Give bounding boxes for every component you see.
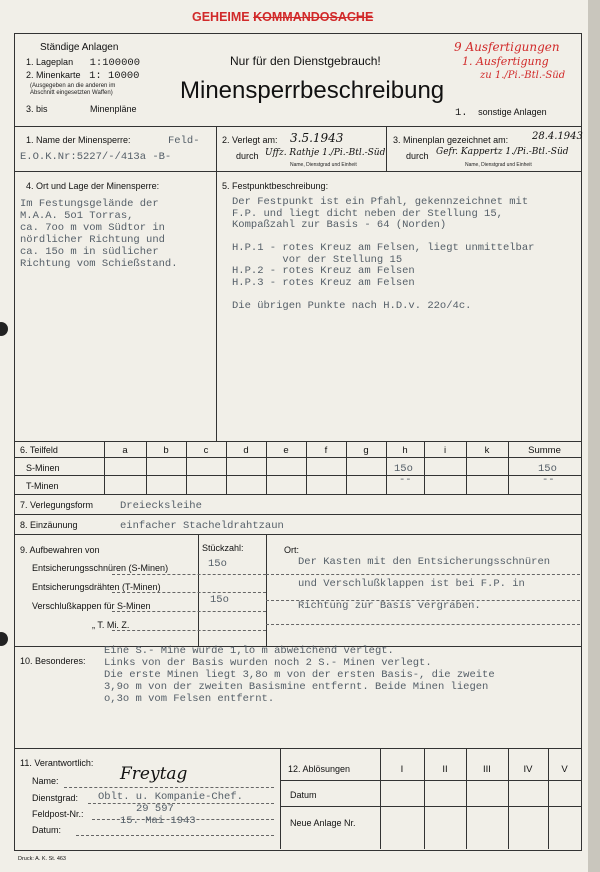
- storage-row-1: Entsicherungsschnüren (S-Minen): [32, 563, 169, 573]
- rank-value: Oblt. u. Kompanie-Chef.: [98, 791, 243, 803]
- subfield-column-header: a: [122, 445, 128, 456]
- place-line: und Verschlußklappen ist bei F.P. in: [298, 578, 525, 590]
- field-3-by-label: durch: [406, 151, 429, 161]
- handwritten-copies: 9 Ausfertigungen: [454, 40, 560, 54]
- replacements-date-label: Datum: [290, 790, 317, 800]
- fixed-point-line: H.P.3 - rotes Kreuz am Felsen: [232, 276, 415, 289]
- storage-row-3: Verschlußkappen für S-Minen: [32, 601, 151, 611]
- subfield-column-header: c: [203, 445, 209, 456]
- subfield-column-header: k: [484, 445, 490, 456]
- location-line: Richtung vom Schießstand.: [20, 258, 178, 270]
- signature-name: Freytag: [120, 764, 188, 784]
- attachment-1-num: 1.: [26, 57, 34, 67]
- punch-hole-bottom: [0, 632, 8, 646]
- attachment-2-note-2: Abschnitt eingesetzten Waffen): [30, 90, 113, 96]
- page-edge: [588, 0, 600, 872]
- t-mines-label: T-Minen: [26, 481, 59, 491]
- punch-hole-top: [0, 322, 8, 336]
- replacement-column-header: II: [442, 764, 448, 775]
- s-mines-h: 15o: [394, 463, 413, 475]
- grid-divider: [280, 806, 581, 807]
- location-line: M.A.A. 5o1 Torras,: [20, 210, 134, 222]
- subfield-column-header: g: [363, 445, 369, 456]
- remarks-label: 10. Besonderes:: [20, 656, 86, 666]
- field-3-label: 3. Minenplan gezeichnet am:: [393, 135, 509, 145]
- official-use-notice: Nur für den Dienstgebrauch!: [230, 54, 381, 68]
- subfield-label: 6. Teilfeld: [20, 445, 58, 455]
- name-label: Name:: [32, 776, 59, 786]
- count-1: 15o: [208, 558, 227, 570]
- laying-pattern-label: 7. Verlegungsform: [20, 500, 94, 510]
- t-mines-h: --: [399, 474, 412, 486]
- handwritten-copy-number: 1. Ausfertigung: [462, 55, 549, 68]
- subfield-column-header: f: [324, 445, 328, 456]
- remarks-line: Links von der Basis wurden noch 2 S.- Minen verlegt.: [104, 657, 432, 669]
- place-line: Der Kasten mit den Entsicherungsschnüren: [298, 556, 551, 568]
- document-title: Minensperrbeschreibung: [180, 77, 445, 104]
- fixed-point-line: H.P.2 - rotes Kreuz am Felsen: [232, 265, 415, 277]
- attachment-1-label: Lageplan: [36, 57, 74, 67]
- place-label: Ort:: [284, 545, 299, 555]
- attachment-2-scale: 1: 10000: [89, 70, 140, 82]
- other-attachments-value: 1.: [455, 107, 468, 119]
- storage-row-4: „ T. Mi. Z.: [92, 620, 130, 630]
- remarks-line: Eine S.- Mine wurde 1,lo m abweichend verlegt.: [104, 645, 394, 657]
- remarks-line: 3,9o m von der zweiten Basismine entfernt. Beide Minen liegen: [104, 681, 489, 693]
- location-line: ca. 15o m in südlicher: [20, 246, 159, 258]
- remarks-line: Die erste Minen liegt 3,8o m von der ersten Basis-, die zweite: [104, 669, 495, 681]
- grid-divider: [14, 475, 581, 476]
- count-label: Stückzahl:: [202, 543, 244, 553]
- date-value: 15. Mai 1943: [120, 815, 196, 827]
- subfield-column-header: e: [283, 445, 289, 456]
- subfield-column-header: h: [402, 445, 408, 456]
- handwritten-unit: zu 1./Pi.-Btl.-Süd: [480, 70, 566, 81]
- field-2-date: 3.5.1943: [290, 131, 344, 145]
- fencing-label: 8. Einzäunung: [20, 520, 78, 530]
- stamp-struck: KOMMANDOSACHE: [253, 10, 374, 24]
- other-attachments: [455, 107, 547, 119]
- field-1-label: 1. Name der Minensperre:: [26, 135, 131, 145]
- field-2-label: 2. Verlegt am:: [222, 135, 278, 145]
- replacement-column-header: V: [561, 764, 568, 775]
- remarks-line: o,3o m vom Felsen entfernt.: [104, 693, 275, 705]
- field-3-date: 28.4.1943: [532, 131, 583, 142]
- other-attachments-label: sonstige Anlagen: [478, 107, 547, 117]
- attachment-2-note-1: (Ausgegeben an die anderen im: [30, 83, 116, 89]
- attachment-1: [26, 57, 140, 69]
- s-mines-label: S-Minen: [26, 463, 60, 473]
- fencing-value: einfacher Stacheldrahtzaun: [120, 520, 284, 532]
- count-3: 15o: [210, 594, 229, 606]
- attachment-2-num: 2.: [26, 70, 34, 80]
- subfield-column-header: d: [243, 445, 249, 456]
- attachment-3: [26, 104, 137, 114]
- location-line: nördlicher Richtung und: [20, 234, 165, 246]
- subfield-column-header: i: [443, 445, 447, 456]
- replacements-new-label: Neue Anlage Nr.: [290, 818, 356, 828]
- print-reference: Druck: A. K. St. 463: [18, 856, 66, 862]
- field-1-value-1: Feld-: [168, 135, 200, 147]
- field-5-label: 5. Festpunktbeschreibung:: [222, 181, 329, 191]
- s-mines-sum: 15o: [538, 463, 557, 475]
- field-post-label: Feldpost-Nr.:: [32, 809, 84, 819]
- location-line: ca. 7oo m vom Südtor in: [20, 222, 165, 234]
- responsible-label: 11. Verantwortlich:: [20, 758, 94, 768]
- field-3-by-value: Gefr. Kappertz 1./Pi.-Btl.-Süd: [436, 147, 569, 157]
- attachment-2-label: Minenkarte: [36, 70, 81, 80]
- grid-divider: [14, 457, 581, 458]
- laying-pattern-value: Dreiecksleihe: [120, 500, 202, 512]
- field-2-caption: Name, Dienstgrad und Einheit: [290, 162, 357, 168]
- fixed-point-line: Die übrigen Punkte nach H.D.v. 22o/4c.: [232, 299, 472, 312]
- subfield-column-header: Summe: [528, 445, 561, 456]
- field-2-by-value: Uffz. Rathje 1./Pi.-Btl.-Süd: [265, 148, 386, 158]
- replacement-column-header: III: [483, 764, 491, 775]
- fixed-point-line: vor der Stellung 15: [232, 253, 403, 266]
- attachment-1-scale: 1:100000: [89, 57, 141, 69]
- replacements-label: 12. Ablösungen: [288, 764, 351, 774]
- t-mines-sum: --: [542, 474, 555, 486]
- attachment-2: [26, 70, 140, 82]
- field-1-value-2: E.O.K.Nr:5227/-/413a -B-: [20, 151, 172, 163]
- field-4-label: 4. Ort und Lage der Minensperre:: [26, 181, 160, 191]
- field-post-value: 29 597: [136, 803, 174, 815]
- attachment-3-label: Minenpläne: [90, 104, 137, 114]
- date-label: Datum:: [32, 825, 62, 835]
- fixed-point-line: Der Festpunkt ist ein Pfahl, gekennzeichnet mit: [232, 196, 529, 208]
- attachment-3-num: 3. bis: [26, 104, 48, 114]
- fixed-point-line: F.P. und liegt dicht neben der Stellung 15,: [232, 207, 503, 220]
- field-3-caption: Name, Dienstgrad und Einheit: [465, 162, 532, 168]
- replacement-column-header: IV: [523, 764, 533, 775]
- fixed-point-line: Kompaßzahl zur Basis - 64 (Norden): [232, 219, 447, 231]
- replacement-column-header: I: [400, 764, 404, 775]
- field-2-by-label: durch: [236, 151, 259, 161]
- standing-attachments-heading: Ständige Anlagen: [40, 42, 119, 53]
- storage-label: 9. Aufbewahren von: [20, 545, 100, 555]
- grid-divider: [280, 780, 581, 781]
- place-line: Richtung zur Basis vergraben.: [298, 600, 481, 612]
- classification-stamp: [192, 10, 373, 24]
- subfield-column-header: b: [163, 445, 169, 456]
- rank-label: Dienstgrad:: [32, 793, 79, 803]
- location-line: Im Festungsgelände der: [20, 198, 159, 210]
- storage-row-2: Entsicherungsdrähten (T-Minen): [32, 582, 161, 592]
- fixed-point-line: H.P.1 - rotes Kreuz am Felsen, liegt unmittelbar: [232, 242, 535, 254]
- stamp-prefix: GEHEIME: [192, 10, 250, 24]
